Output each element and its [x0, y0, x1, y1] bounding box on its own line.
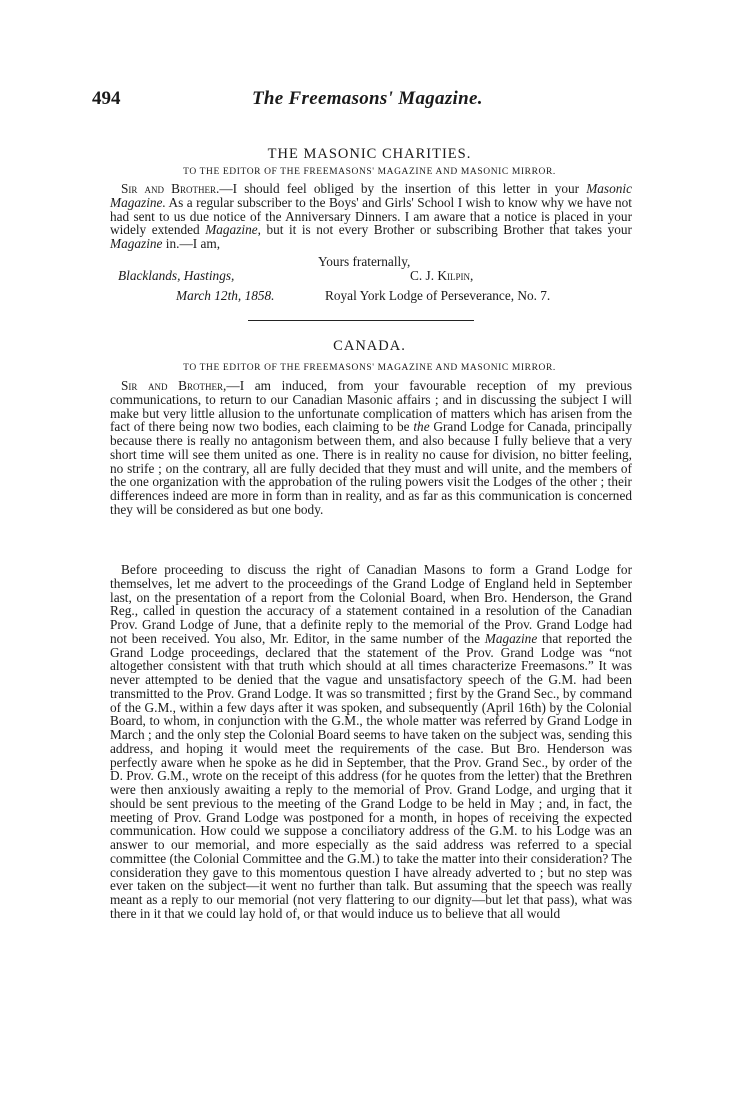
letter2-p2-text-a: Before proceeding to discuss the right of Canadian Masons to form a Grand Lodge for themselves, let me advert to the proceedings of the Grand Lodge of England held in September last, on the presentation of a report from the Colonial Board, when Bro. Henderson, the Grand Reg., called in question the accuracy of a statement contained in a resolution of the Canadian Prov. Grand Lodge of June, that a definite reply to the memorial of the Prov. Grand Lodge had not been received. You also, Mr. Editor, in the same number of the: [110, 562, 632, 646]
letter1-text-b: As a regular subscriber to the Boys' and Girls' School I wish to know why we have not had sent to us due notice of the Anniversary Dinners. I am aware that a notice is placed in your widely extended: [110, 194, 632, 238]
letter1-dedication: TO THE EDITOR OF THE FREEMASONS' MAGAZINE AND MASONIC MIRROR.: [183, 167, 556, 177]
letter1-text-c: , but it is not every Brother or subscribing Brother that takes your: [257, 222, 632, 238]
letter1-closing: Yours fraternally,: [318, 254, 411, 269]
letter1-date: March 12th, 1858.: [176, 288, 275, 303]
letter1-author: C. J. Kilpin,: [410, 268, 474, 283]
letter1-magazine-ref-2: Magazine: [205, 222, 258, 238]
letter1-magazine-ref: Masonic Magazine.: [110, 181, 632, 210]
letter2-dedication: TO THE EDITOR OF THE FREEMASONS' MAGAZINE AND MASONIC MIRROR.: [183, 363, 556, 373]
letter1-lodge: Royal York Lodge of Perseverance, No. 7.: [325, 288, 551, 303]
letter1-body: [110, 181, 632, 251]
letter1-salutation: Sir and Brother.: [121, 181, 220, 196]
letter1-magazine-ref-3: Magazine: [110, 236, 163, 251]
letter2-p2-magazine-ref: Magazine: [484, 630, 538, 646]
running-title: The Freemasons' Magazine.: [252, 88, 483, 109]
page-header: [92, 88, 652, 112]
letter1-place: Blacklands, Hastings,: [118, 268, 235, 283]
letter2-salutation: Sir and Brother,: [121, 378, 227, 393]
letter2-paragraph-1: [110, 379, 632, 517]
letter2-p2-text-b: that reported the Grand Lodge proceedings, declared that the statement of the Prov. Grand Lodge was “not altogether consistent with that truth which should at all times characterize Freemasons.” It was never attempted to be denied that the vague and unsatisfactory speech of the G.M. had been transmitted to the Prov. Grand Lodge. It was so transmitted ; first by the Grand Sec., by command of the G.M., within a few days after it was spoken, and subsequently (April 16th) by the Colonial Board, to whom, in conjunction with the G.M., the whole matter was referred by Grand Lodge in March ; and the only step the Colonial Board seems to have taken on the subject was, sending this address, and hoping it would meet the requirements of the case. But Bro. Henderson was perfectly aware when he spoke as he did in September, that the Prov. Grand Sec., by order of the D. Prov. G.M., wrote on the receipt of this address (for he quotes from the letter) that the Brethren were then anxiously awaiting a reply to the memorial of Prov. Grand Lodge, and urging that it should be sent previous to the meeting of the Grand Lodge to be held in May ; and, in fact, the meeting of Prov. Grand Lodge was postponed for a month, in hopes of receiving the expected communication. How could we suppose a conciliatory address of the G.M. to his Lodge was an answer to our memorial, and more especially as the said address was referred to a special committee (the Colonial Committee and the G.M.) to take the matter into their consideration? The consideration they gave to this momentous question I have already adverted to ; but no step was ever taken on the subject—it went no further than talk. But assuming that the speech was really meant as a reply to our memorial (not very flattering to our dignity—but let that pass), what was there in it that we could lay hold of, or that would induce us to believe that all would: [110, 630, 632, 921]
page-number: 494: [92, 88, 121, 109]
letter2-title: CANADA.: [333, 338, 406, 354]
letter2-paragraph-2: [110, 563, 632, 921]
letter1-text-d: in.—I am,: [162, 236, 221, 251]
letter1-text-a: —I should feel obliged by the insertion of this letter in your: [219, 181, 587, 196]
section-divider: [248, 320, 474, 321]
letter2-p1-text-a: —I am induced, from your favourable reception of my previous communications, to return to our Canadian Masonic affairs ; and in discussing the subject I will make but very little allusion to the unfortunate complication of matters which has arisen from the fact of there being now two bodies, each claiming to be: [110, 378, 632, 435]
letter2-p1-the: the: [413, 419, 430, 435]
letter1-title: THE MASONIC CHARITIES.: [267, 146, 472, 162]
letter2-p1-text-b: Grand Lodge for Canada, principally because there is really no antagonism between them, and also because I fully believe that a very short time will see them united as one. There is in reality no cause for division, no bitter feeling, no strife ; on the contrary, all are fully decided that they must and will unite, and the members of the one organization with the approbation of the ruling powers visit the Lodges of the other ; their differences indeed are more in form than in reality, and as far as this communication is concerned they will be considered as but one body.: [110, 419, 633, 517]
